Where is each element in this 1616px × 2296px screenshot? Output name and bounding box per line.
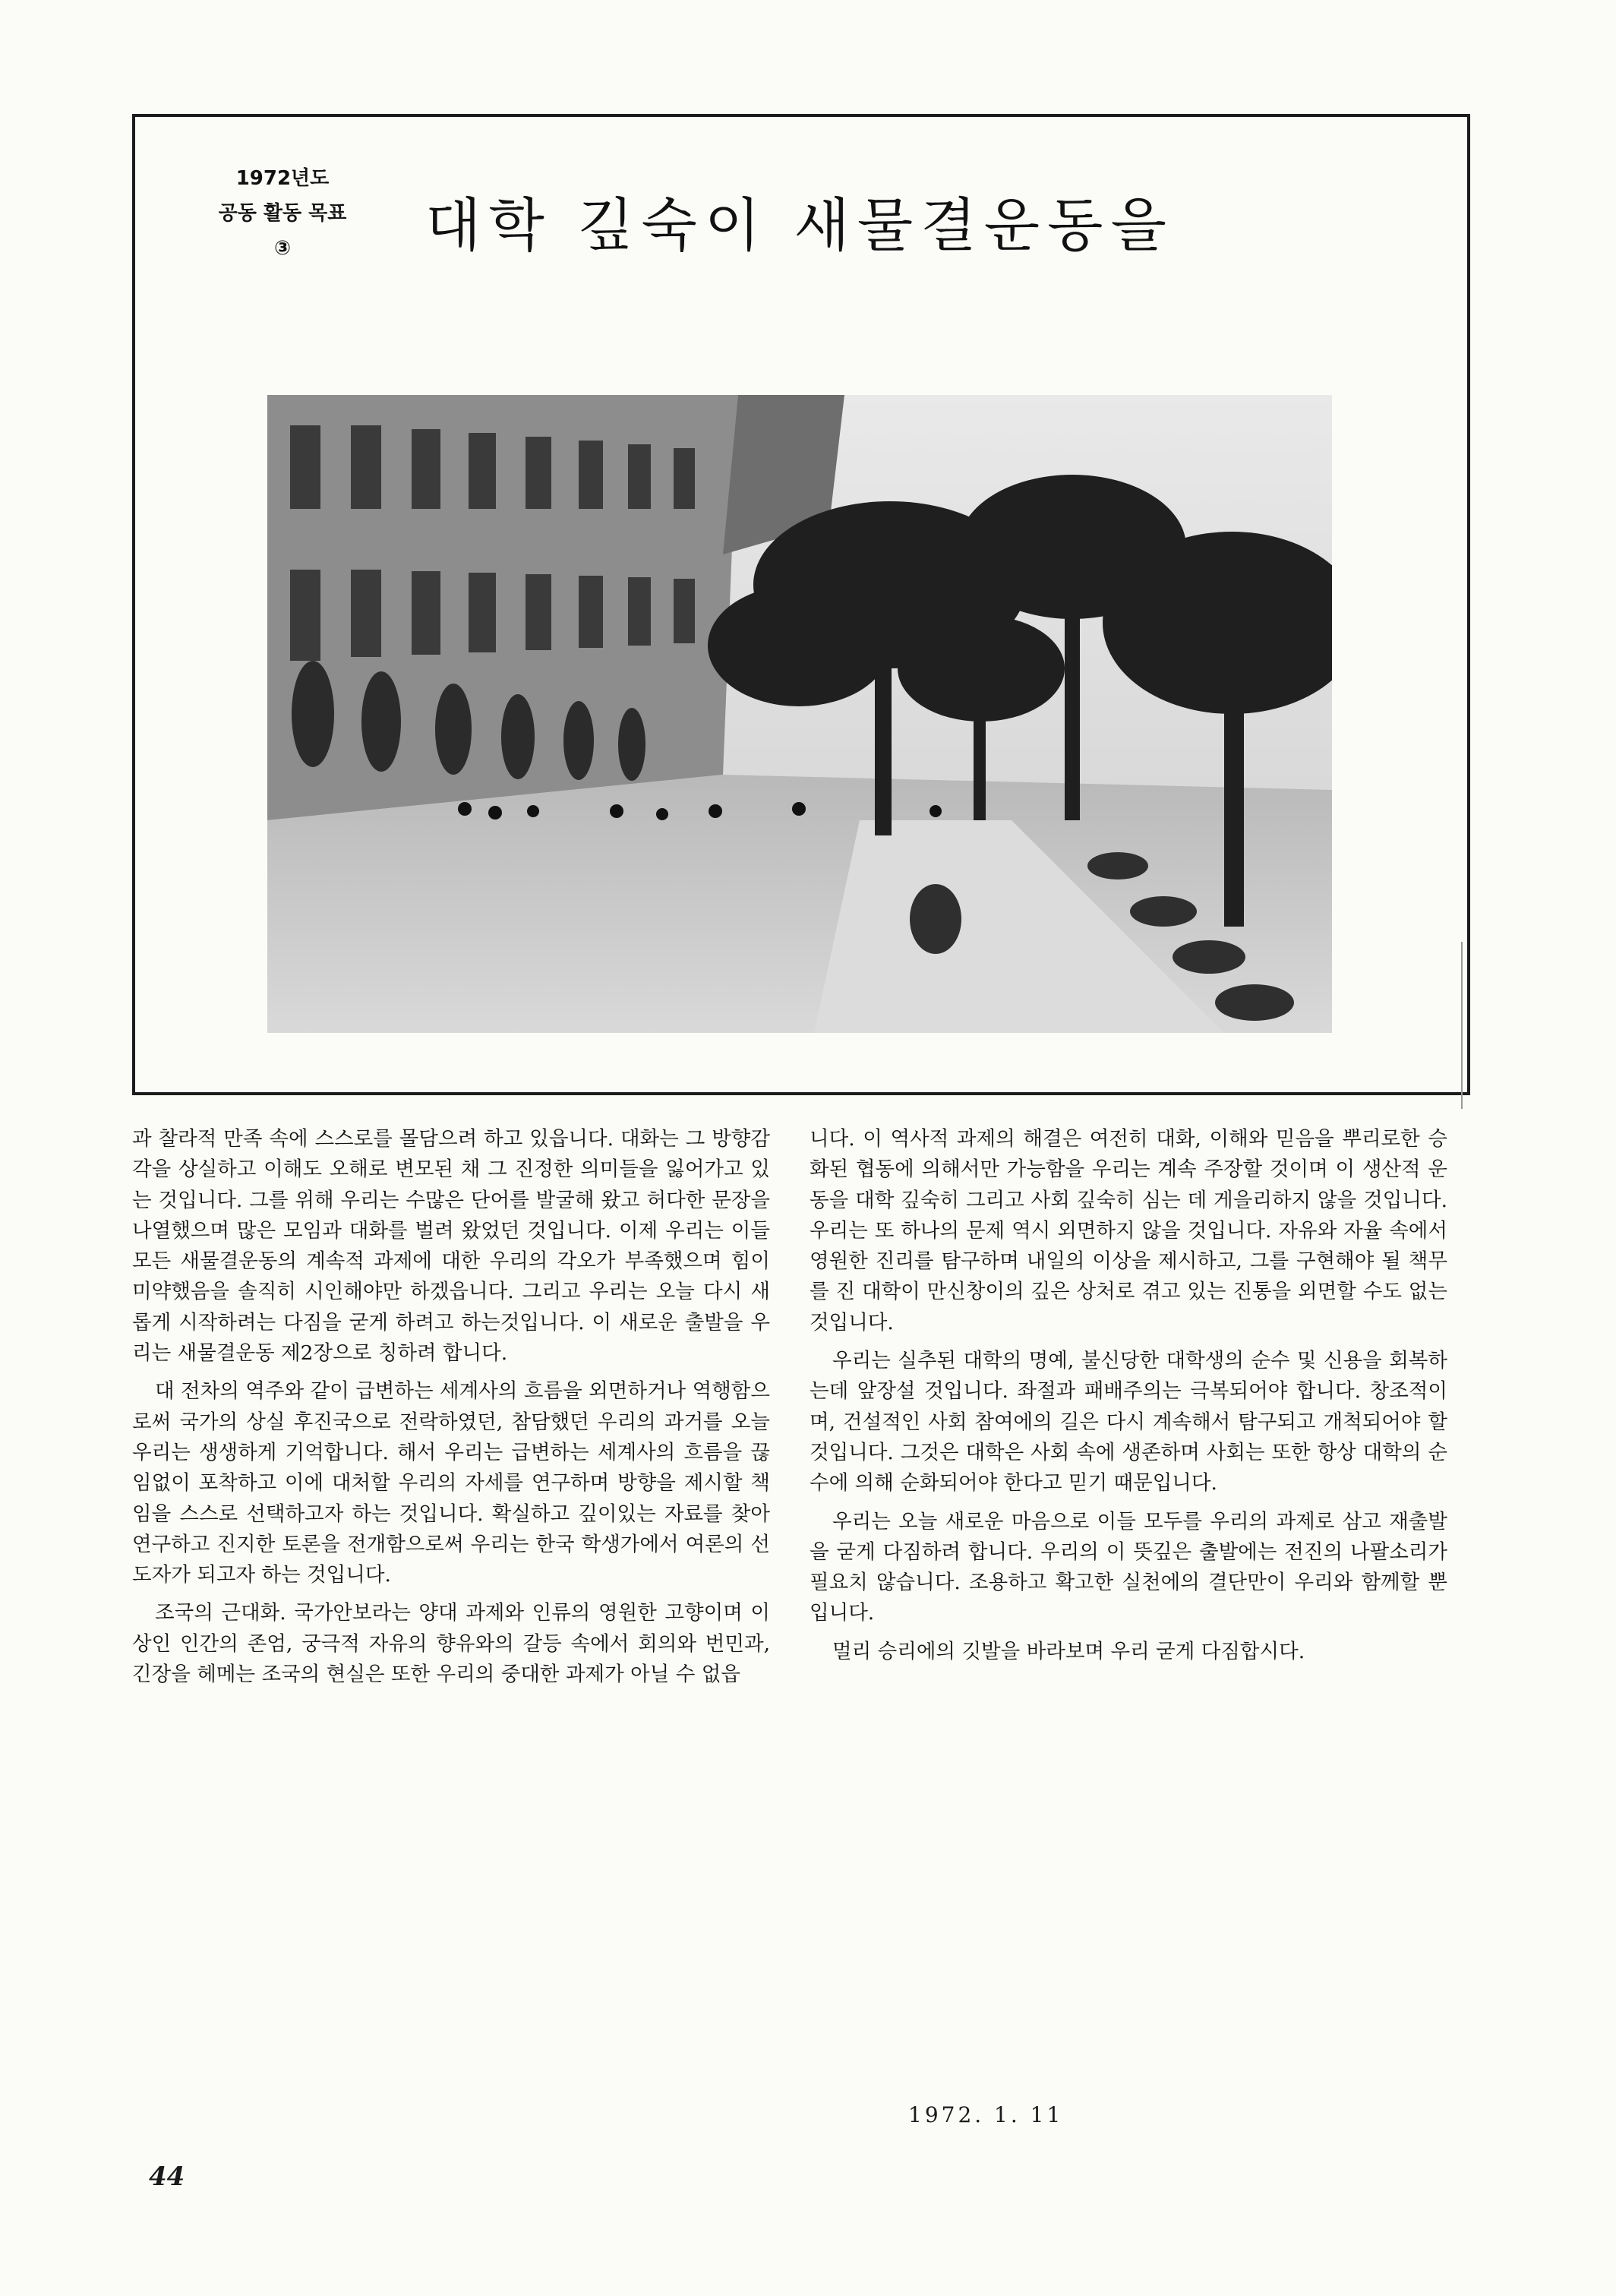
paragraph: 과 찰라적 만족 속에 스스로를 몰담으려 하고 있읍니다. 대화는 그 방향감각을 상실하고 이해도 오해로 변모된 채 그 진정한 의미들을 잃어가고 있는 것입니다. 그를 위해 우리는 수많은 단어를 발굴해 왔고 허다한 문장을 나열했으며 많은 모임과 대화를 벌려 왔었던 것입니다. 이제 우리는 이들 모든 새물결운동의 계속적 과제에 대한 우리의 각오가 부족했으며 힘이 미약했음을 솔직히 시인해야만 하겠읍니다. 그리고 우리는 오늘 다시 새롭게 시작하려는 다짐을 굳게 하려고 하는것입니다. 이 새로운 출발을 우리는 새물결운동 제2장으로 칭하려 합니다. bbox=[132, 1127, 770, 1366]
campus-photo bbox=[267, 395, 1332, 1033]
left-column bbox=[132, 1124, 770, 1698]
article-date: 1972. 1. 11 bbox=[908, 2102, 1064, 2127]
year-label: 1972년도 bbox=[235, 167, 330, 190]
paragraph: 우리는 오늘 새로운 마음으로 이들 모두를 우리의 과제로 삼고 재출발을 굳게 다짐하려 합니다. 우리의 이 뜻깊은 출발에는 전진의 나팔소리가 필요치 않습니다. 조용하고 확고한 실천에의 결단만이 우리와 함께할 뿐입니다. bbox=[810, 1509, 1447, 1625]
category-label: 공동 활동 목표 bbox=[218, 202, 347, 225]
paragraph: 니다. 이 역사적 과제의 해결은 여전히 대화, 이해와 믿음을 뿌리로한 승화된 협동에 의해서만 가능함을 우리는 계속 주장할 것이며 이 생산적 운동을 대학 깊숙히 그리고 사회 깊숙히 심는 데 게을리하지 않을 것입니다. 우리는 또 하나의 문제 역시 외면하지 않을 것입니다. 자유와 자율 속에서 영원한 진리를 탐구하며 내일의 이상을 제시하고, 그를 구현해야 될 책무를 진 대학이 만신창이의 깊은 상처로 겪고 있는 진통을 외면할 수도 없는 것입니다. bbox=[810, 1127, 1447, 1334]
paragraph: 멀리 승리에의 깃발을 바라보며 우리 굳게 다짐합시다. bbox=[832, 1639, 1305, 1663]
page-number: 44 bbox=[149, 2162, 185, 2192]
paragraph: 대 전차의 역주와 같이 급변하는 세계사의 흐름을 외면하거나 역행함으로써 국가의 상실 후진국으로 전락하였던, 참담했던 우리의 과거를 오늘 우리는 생생하게 기억합니다. 해서 우리는 급변하는 세계사의 흐름을 끊임없이 포착하고 이에 대처할 우리의 자세를 연구하며 방향을 제시할 책임을 스스로 선택하고자 하는 것입니다. 확실하고 깊이있는 자료를 찾아 연구하고 진지한 토론을 전개함으로써 우리는 한국 학생가에서 여론의 선도자가 되고자 하는 것입니다. bbox=[132, 1379, 770, 1587]
header-kicker bbox=[207, 161, 358, 266]
article-title: 대학 깊숙이 새물결운동을 bbox=[425, 191, 1174, 259]
photo-illustration bbox=[267, 395, 1332, 1033]
margin-rule bbox=[1461, 942, 1463, 1109]
right-column bbox=[810, 1124, 1447, 1675]
paragraph: 우리는 실추된 대학의 명예, 불신당한 대학생의 순수 및 신용을 회복하는데 앞장설 것입니다. 좌절과 패배주의는 극복되어야 합니다. 창조적이며, 건설적인 사회 참여에의 길은 다시 계속해서 탐구되고 개척되어야 할 것입니다. 그것은 대학은 사회 속에 생존하며 사회는 또한 항상 대학의 순수에 의해 순화되어야 한다고 믿기 때문입니다. bbox=[810, 1349, 1447, 1495]
number-label: ③ bbox=[273, 237, 291, 260]
paragraph: 조국의 근대화. 국가안보라는 양대 과제와 인류의 영원한 고향이며 이상인 인간의 존엄, 궁극적 자유의 향유와의 갈등 속에서 회의와 번민과, 긴장을 헤메는 조국의 현실은 또한 우리의 중대한 과제가 아닐 수 없읍 bbox=[132, 1601, 770, 1687]
